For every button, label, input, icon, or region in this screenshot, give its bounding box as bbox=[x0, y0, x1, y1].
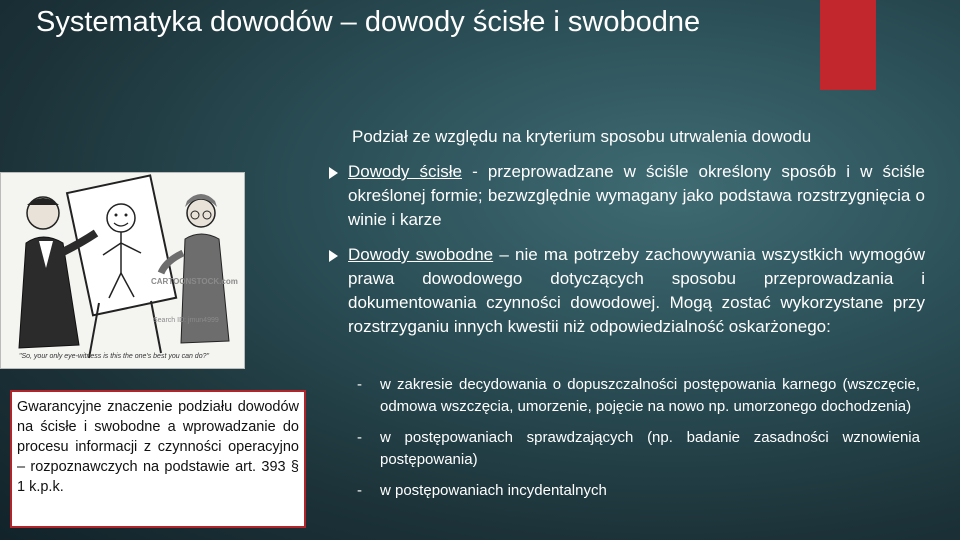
cartoon-image bbox=[0, 172, 245, 369]
arrow-bullet-icon bbox=[329, 167, 338, 179]
sub-bullet-item bbox=[355, 427, 920, 471]
bullet-text: - przeprowadzane w ściśle określony sposób i w ściśle określonej formie; bezwzględnie wymagany jako podstawa rozstrzygnięcia o winie i karze bbox=[348, 162, 925, 229]
bullet-text: – nie ma potrzeby zachowywania wszystkich wymogów prawa dowodowego dotyczących sposobu przeprowadzania i dokumentowania czynności dowodowej. Mogą zostać wykorzystane przy rozstrzyganiu innych kwestii niż odpowiedzialność oskarżonego: bbox=[348, 245, 925, 336]
sub-bullet-item bbox=[355, 374, 920, 418]
bullet-item bbox=[325, 243, 925, 339]
sub-bullet-text: w postępowaniach sprawdzających (np. badanie zasadności wznowienia postępowania) bbox=[380, 429, 920, 468]
slide-title: Systematyka dowodów – dowody ścisłe i swobodne bbox=[36, 6, 701, 38]
bullet-list bbox=[325, 160, 925, 350]
cartoon-drawing bbox=[1, 173, 244, 368]
arrow-bullet-icon bbox=[329, 250, 338, 262]
bullet-item bbox=[325, 160, 925, 232]
dash-marker: - bbox=[357, 482, 362, 499]
cartoon-search-id: Search ID: jmun4999 bbox=[153, 317, 219, 324]
cartoon-caption: "So, your only eye-witness is this the one's best you can do?" bbox=[19, 353, 209, 360]
cartoon-watermark: CARTOONSTOCK.com bbox=[151, 277, 238, 286]
sub-bullet-text: w zakresie decydowania o dopuszczalności postępowania karnego (wszczęcie, odmowa wszczęcia, umorzenie, pojęcie na nowo np. umorzonego dochodzenia) bbox=[380, 376, 920, 415]
bullet-term: Dowody swobodne bbox=[348, 245, 494, 264]
dash-marker: - bbox=[357, 429, 362, 446]
sub-bullet-list bbox=[355, 374, 920, 511]
bullet-term: Dowody ścisłe bbox=[348, 162, 463, 181]
slide-subtitle: Podział ze względu na kryterium sposobu utrwalenia dowodu bbox=[352, 127, 812, 146]
sub-bullet-item bbox=[355, 480, 920, 502]
dash-marker: - bbox=[357, 376, 362, 393]
red-accent-bar bbox=[820, 0, 876, 90]
note-box: Gwarancyjne znaczenie podziału dowodów na ścisłe i swobodne a wprowadzanie do procesu informacji z czynności operacyjno – rozpoznawczych na podstawie art. 393 § 1 k.p.k. bbox=[10, 390, 306, 528]
sub-bullet-text: w postępowaniach incydentalnych bbox=[380, 482, 607, 499]
